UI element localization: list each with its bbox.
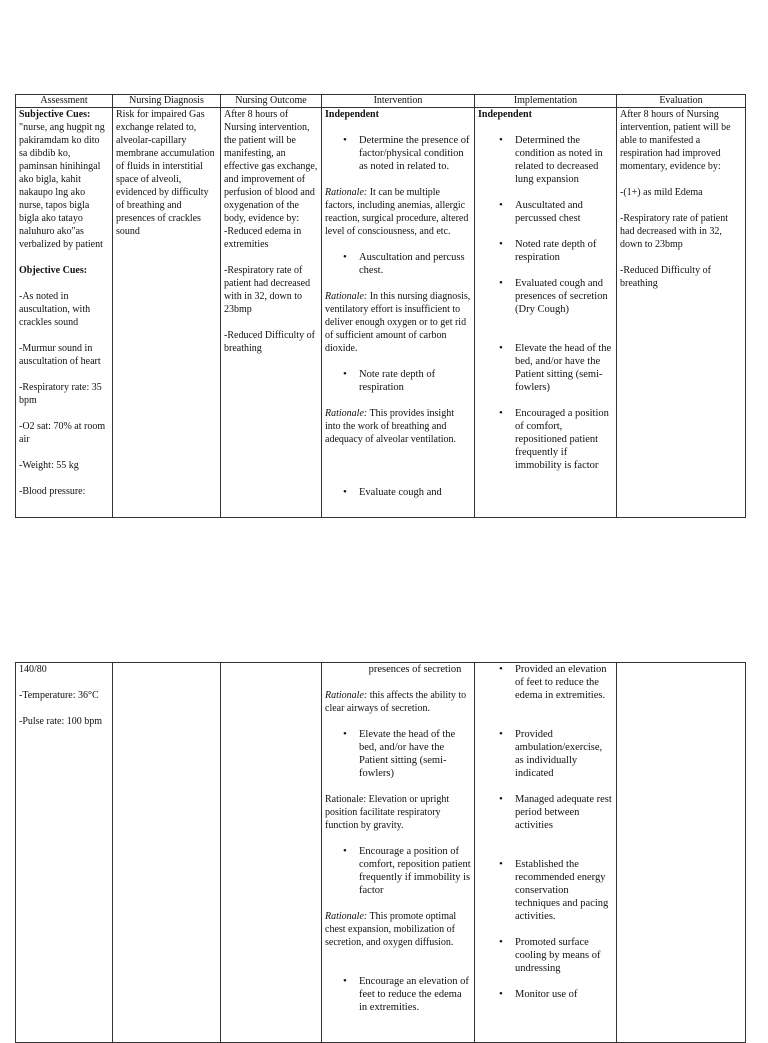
objective-cue: -Temperature: 36°C (19, 690, 99, 701)
rationale-text: this affects the ability to clear airways of secretion. (325, 690, 467, 714)
implementation-item: • Encouraged a position of comfort, repositioned patient frequently if immobility is factor (478, 407, 613, 472)
care-plan-row (16, 663, 746, 1043)
intervention-item: • Encourage a position of comfort, reposition patient frequently if immobility is factor (325, 845, 471, 897)
objective-cue: -Murmur sound in auscultation of heart (19, 343, 101, 367)
care-plan-row (16, 108, 746, 518)
implementation-list (478, 663, 613, 1001)
header-nursing-diagnosis: Nursing Diagnosis (113, 95, 221, 108)
assessment-cell (16, 108, 113, 518)
objective-cue: 140/80 (19, 664, 47, 675)
implementation-item: • Determined the condition as noted in related to decreased lung expansion (478, 134, 613, 186)
intervention-list (325, 975, 471, 1014)
outcome-item: -Reduced edema in extremities (224, 226, 302, 250)
implementation-item: • Monitor use of (478, 988, 613, 1001)
evaluation-item: -(1+) as mild Edema (620, 187, 703, 198)
rationale (325, 290, 471, 355)
rationale-label: Rationale: (325, 690, 368, 701)
objective-cue: -O2 sat: 70% at room air (19, 421, 106, 445)
implementation-item: • Provided an elevation of feet to reduce the edema in extremities. (478, 663, 613, 702)
objective-cue: -Respiratory rate: 35 bpm (19, 382, 102, 406)
rationale-text: It can be multiple factors, including anemias, allergic reaction, surgical procedure, altered level of consciousness, and etc. (325, 187, 469, 237)
evaluation-item: -Respiratory rate of patient had decreased with in 32, down to 23bmp (620, 213, 729, 250)
rationale (325, 689, 471, 715)
intervention-list (325, 368, 471, 394)
objective-cues-label: Objective Cues: (19, 265, 88, 276)
subjective-cues-text: "nurse, ang hugpit ng pakiramdam ko dito sa dibdib ko, paminsan hinihingal ako bigla, kahit nakaupo lng ako nurse, tapos bigla bigla ako tatayo naluhuro ako"as verbalized by patient (19, 122, 105, 250)
independent-label: Independent (325, 109, 379, 120)
implementation-item: • Managed adequate rest period between activities (478, 793, 613, 832)
objective-cue: -Blood pressure: (19, 486, 86, 497)
implementation-list (478, 134, 613, 472)
intervention-list (325, 486, 471, 499)
outcome-item: -Respiratory rate of patient had decreased with in 32, down to 23bmp (224, 265, 311, 315)
rationale (325, 910, 471, 949)
intervention-item: • Elevate the head of the bed, and/or have the Patient sitting (semi-fowlers) (325, 728, 471, 780)
evaluation-cell (617, 108, 746, 518)
rationale-text: This provides insight into the work of breathing and adequacy of alveolar ventilation. (325, 408, 457, 445)
implementation-cell (475, 663, 617, 1043)
nursing-diagnosis-text: Risk for impaired Gas exchange related to, alveolar-capillary membrane accumulation of fluids in interstitial space of alveoli, evidenced by difficulty of breathing and presences of crackles sound (116, 109, 215, 237)
intervention-list (325, 728, 471, 780)
nursing-diagnosis-cell (113, 108, 221, 518)
implementation-item: • Noted rate depth of respiration (478, 238, 613, 264)
intervention-continued: presences of secretion (368, 664, 462, 675)
intervention-list (325, 251, 471, 277)
subjective-cues-label: Subjective Cues: (19, 109, 91, 120)
objective-cue: -Pulse rate: 100 bpm (19, 716, 103, 727)
rationale (325, 407, 471, 446)
care-plan-table-page-2 (15, 662, 746, 1043)
header-intervention: Intervention (322, 95, 475, 108)
outcome-text: After 8 hours of Nursing intervention, the patient will be manifesting, an effective gas exchange, and improvement of perfusion of blood and oxygenation of the body, evidence by: (224, 109, 318, 224)
evaluation-text: After 8 hours of Nursing intervention, patient will be able to manifested a respiration had improved momentary, evidence by: (620, 109, 731, 172)
evaluation-item: -Reduced Difficulty of breathing (620, 265, 711, 289)
intervention-list (325, 845, 471, 897)
rationale (325, 186, 471, 238)
care-plan-table-page-1 (15, 94, 746, 518)
implementation-item: • Promoted surface cooling by means of undressing (478, 936, 613, 975)
intervention-list (325, 134, 471, 173)
nursing-outcome-cell (221, 663, 322, 1043)
nursing-outcome-cell (221, 108, 322, 518)
outcome-item: -Reduced Difficulty of breathing (224, 330, 315, 354)
rationale-text: Rationale: Elevation or upright position facilitate respiratory function by gravity. (325, 794, 450, 831)
header-assessment: Assessment (16, 95, 113, 108)
independent-label: Independent (478, 109, 532, 120)
implementation-item: • Auscultated and percussed chest (478, 199, 613, 225)
implementation-item: • Evaluated cough and presences of secretion (Dry Cough) (478, 277, 613, 316)
evaluation-cell (617, 663, 746, 1043)
assessment-cell (16, 663, 113, 1043)
rationale-label: Rationale: (325, 911, 368, 922)
objective-cue: -As noted in auscultation, with crackles sound (19, 291, 91, 328)
implementation-item: • Provided ambulation/exercise, as individually indicated (478, 728, 613, 780)
rationale-label: Rationale: (325, 187, 368, 198)
intervention-item: • Auscultation and percuss chest. (325, 251, 471, 277)
rationale-label: Rationale: (325, 291, 368, 302)
intervention-item: • Encourage an elevation of feet to reduce the edema in extremities. (325, 975, 471, 1014)
header-evaluation: Evaluation (617, 95, 746, 108)
nursing-diagnosis-cell (113, 663, 221, 1043)
intervention-item: • Determine the presence of factor/physical condition as noted in related to. (325, 134, 471, 173)
header-implementation: Implementation (475, 95, 617, 108)
implementation-item: • Elevate the head of the bed, and/or have the Patient sitting (semi-fowlers) (478, 342, 613, 394)
intervention-cell (322, 663, 475, 1043)
header-row (16, 95, 746, 108)
implementation-item: • Established the recommended energy conservation techniques and pacing activities. (478, 858, 613, 923)
objective-cue: -Weight: 55 kg (19, 460, 79, 471)
intervention-item: • Note rate depth of respiration (325, 368, 471, 394)
intervention-cell (322, 108, 475, 518)
intervention-item: • Evaluate cough and (325, 486, 471, 499)
implementation-cell (475, 108, 617, 518)
rationale-text: In this nursing diagnosis, ventilatory effort is insufficient to deliver enough oxygen or to get rid of sufficient amount of carbon dioxide. (325, 291, 471, 354)
header-nursing-outcome: Nursing Outcome (221, 95, 322, 108)
rationale-text: This promote optimal chest expansion, mobilization of secretion, and oxygen diffusion. (325, 911, 457, 948)
rationale-label: Rationale: (325, 408, 368, 419)
